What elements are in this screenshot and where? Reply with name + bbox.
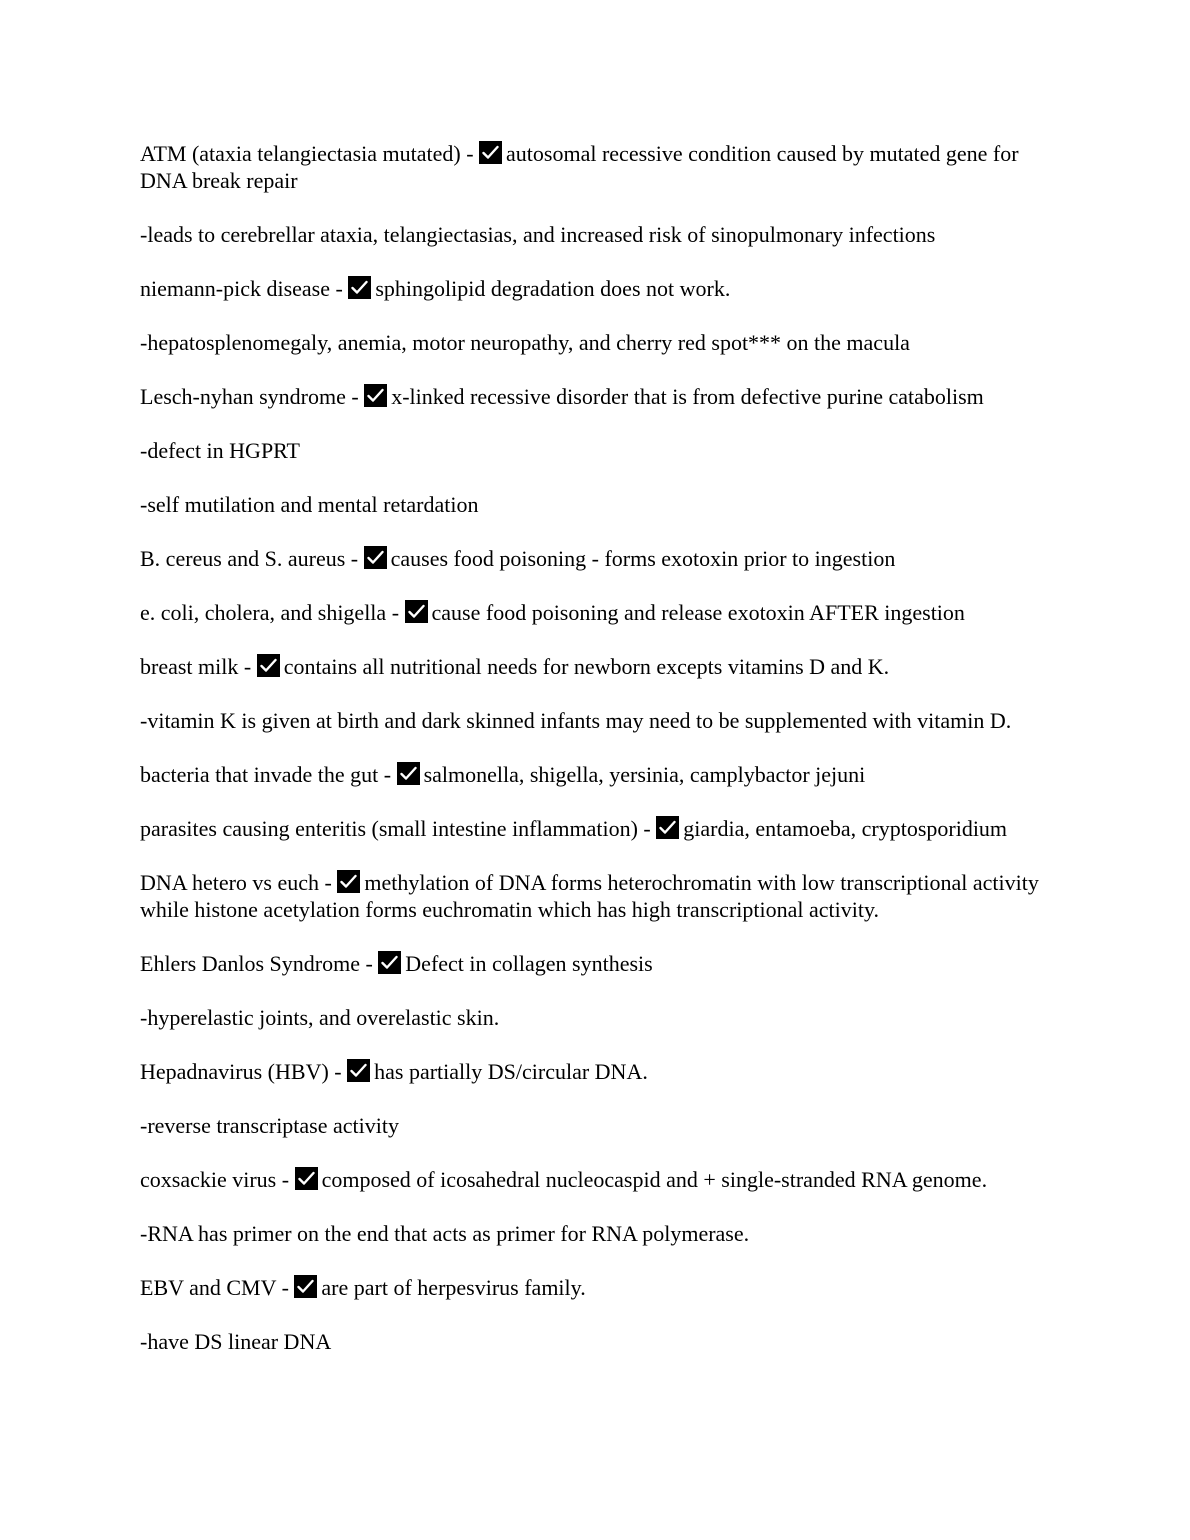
check-mark-icon	[378, 951, 401, 974]
term-separator: -	[330, 276, 349, 301]
entry-term: Lesch-nyhan syndrome	[140, 384, 346, 409]
note-line: -hepatosplenomegaly, anemia, motor neuropathy, and cherry red spot*** on the macula	[140, 330, 910, 355]
entry-term: coxsackie virus	[140, 1167, 277, 1192]
note-line: -defect in HGPRT	[140, 438, 300, 463]
flashcard-entry	[140, 761, 1050, 788]
flashcard-entry	[140, 545, 1050, 572]
term-separator: -	[359, 951, 379, 976]
entry-term: ATM (ataxia telangiectasia mutated)	[140, 141, 461, 166]
entry-term: breast milk	[140, 654, 239, 679]
check-mark-icon	[397, 762, 420, 785]
term-separator: -	[345, 546, 364, 571]
check-mark-icon	[337, 870, 360, 893]
check-mark-icon	[656, 816, 679, 839]
entry-definition: Defect in collagen synthesis	[405, 951, 653, 976]
entry-term: bacteria that invade the gut	[140, 762, 379, 787]
flashcard-entry	[140, 815, 1050, 842]
entry-definition: composed of icosahedral nucleocaspid and + single-stranded RNA genome.	[321, 1167, 988, 1192]
term-separator: -	[460, 141, 480, 166]
term-separator: -	[276, 1275, 295, 1300]
flashcard-entry	[140, 1274, 1050, 1301]
entry-definition: are part of herpesvirus family.	[321, 1275, 586, 1300]
entry-definition: sphingolipid degradation does not work.	[375, 276, 731, 301]
term-separator: -	[378, 762, 397, 787]
term-separator: -	[637, 816, 657, 841]
term-separator: -	[238, 654, 257, 679]
note-line: -reverse transcriptase activity	[140, 1113, 399, 1138]
entry-term: niemann-pick disease	[140, 276, 330, 301]
flashcard-entry	[140, 140, 1050, 194]
entry-definition: causes food poisoning - forms exotoxin prior to ingestion	[390, 546, 896, 571]
entry-term: Hepadnavirus (HBV)	[140, 1059, 329, 1084]
entry-definition: x-linked recessive disorder that is from defective purine catabolism	[391, 384, 984, 409]
term-separator: -	[328, 1059, 348, 1084]
flashcard-entry	[140, 275, 1050, 302]
flashcard-entry	[140, 383, 1050, 410]
entry-term: parasites causing enteritis (small intestine inflammation)	[140, 816, 638, 841]
flashcard-entry	[140, 869, 1050, 923]
note-line: -have DS linear DNA	[140, 1329, 332, 1354]
check-mark-icon	[347, 1059, 370, 1082]
check-mark-icon	[479, 141, 502, 164]
entry-definition: contains all nutritional needs for newborn excepts vitamins D and K.	[283, 654, 890, 679]
entry-definition: cause food poisoning and release exotoxin AFTER ingestion	[431, 600, 965, 625]
check-mark-icon	[405, 600, 428, 623]
flashcard-entry	[140, 599, 1050, 626]
entry-definition: giardia, entamoeba, cryptosporidium	[683, 816, 1008, 841]
entry-term: e. coli, cholera, and shigella	[140, 600, 387, 625]
check-mark-icon	[364, 384, 387, 407]
entry-definition: methylation of DNA forms heterochromatin with low transcriptional activity while histone acetylation forms euchromatin which has high transcriptional activity.	[140, 870, 1039, 922]
entry-definition: salmonella, shigella, yersinia, camplybactor jejuni	[423, 762, 866, 787]
note-line: -self mutilation and mental retardation	[140, 492, 479, 517]
flashcard-entry	[140, 653, 1050, 680]
check-mark-icon	[294, 1275, 317, 1298]
document-page	[140, 140, 1050, 1382]
flashcard-entry	[140, 1166, 1050, 1193]
entry-definition: has partially DS/circular DNA.	[374, 1059, 648, 1084]
entry-term: B. cereus and S. aureus	[140, 546, 346, 571]
flashcard-entry	[140, 1058, 1050, 1085]
term-separator: -	[276, 1167, 295, 1192]
flashcard-entry	[140, 950, 1050, 977]
check-mark-icon	[295, 1167, 318, 1190]
check-mark-icon	[348, 276, 371, 299]
entry-term: EBV and CMV	[140, 1275, 277, 1300]
entry-definition: autosomal recessive condition caused by mutated gene for DNA break repair	[140, 141, 1019, 193]
term-separator: -	[319, 870, 338, 895]
note-line: -leads to cerebrellar ataxia, telangiectasias, and increased risk of sinopulmonary infections	[140, 222, 936, 247]
note-line: -hyperelastic joints, and overelastic skin.	[140, 1005, 500, 1030]
check-mark-icon	[257, 654, 280, 677]
note-line: -RNA has primer on the end that acts as primer for RNA polymerase.	[140, 1221, 750, 1246]
term-separator: -	[386, 600, 405, 625]
entry-term: DNA hetero vs euch	[140, 870, 320, 895]
note-line: -vitamin K is given at birth and dark skinned infants may need to be supplemented with vitamin D.	[140, 708, 1012, 733]
entry-term: Ehlers Danlos Syndrome	[140, 951, 360, 976]
term-separator: -	[345, 384, 365, 409]
check-mark-icon	[364, 546, 387, 569]
